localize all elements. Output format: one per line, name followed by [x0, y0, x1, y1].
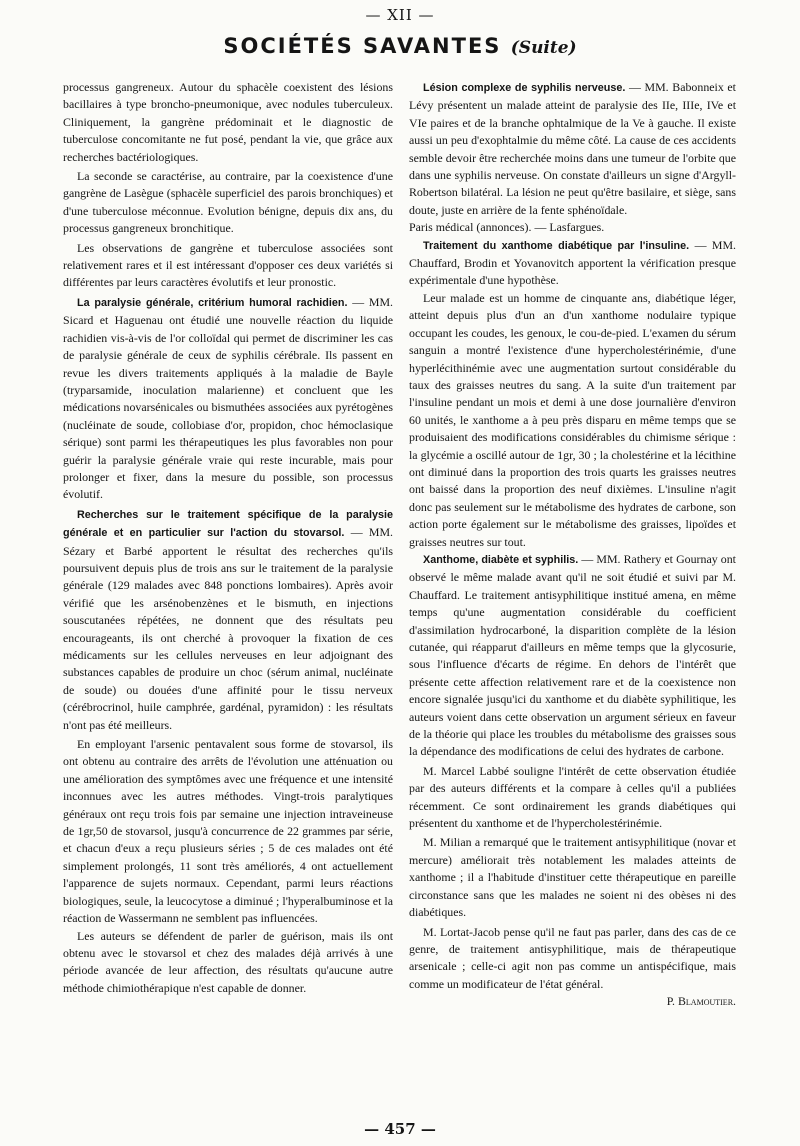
section-heading: Lésion complexe de syphilis nerveuse.: [423, 82, 626, 94]
section-body: — MM. Rathery et Gournay ont observé le même malade avant qu'il ne soit étudié et suivi par M. Chauffard. Le traitement antisyphilitique institué amena, en même temps qu'une augmentation considérable du coefficient d'assimilation hydrocarboné, la disparition complète de la lésion cutanée, qui réapparut d'ailleurs en même temps que la glycosurie, sous l'influence d'écarts de régime. En dehors de l'intérêt que présente cette affection relativement rare et de la coexistence non encore signalée jusqu'ici du xanthome et du diabète syphilitique, les auteurs voient dans cette observation un argument sérieux en faveur de la théorie qui place les troubles du métabolisme des graisses sous la dépendance des modifications de celui des hydrates de carbone.: [409, 551, 736, 759]
section-syphilis-nerveuse: [409, 79, 736, 219]
section-body: — MM. Sicard et Haguenau ont étudié une nouvelle réaction du liquide rachidien vis-à-vis de l'or colloïdal qui permet de discriminer les cas de paralysie générale de ceux de syphilis cérébrale. Ils passent en revue les divers traitements appliqués à la maladie de Bayle (tryparsamide, inoculation malarienne) et concluent que les médications novarsénicales ou bismuthées associées aux pyrétogènes (nucléinate de soude, collobiase d'or, propidon, choc hémoclasique sérique) sont parmi les thérapeutiques les plus favorables non pour guérir la paralysie générale vraie qui reste incurable, mais pour prolonger et fixer, dans la mesure du possible, son processus évolutif.: [63, 294, 394, 502]
section-body: — MM. Sézary et Barbé apportent le résultat des recherches qu'ils poursuivent depuis plus de trois ans sur le traitement de la paralysie générale (129 malades avec 848 ponctions lombaires). Après avoir vérifié que les arsénobenzènes et le bismuth, en injections souscutanées répétées, ne donnent que des résultats peu encourageants, ils ont cherché à provoquer la fixation de ces médicaments sur les cellules nerveuses en leur adjoignant des substances capables de produire un choc (sérum animal, nucléinate de soude) ou douées d'une affinité pour le tissu nerveux (cérébrocrinol, huile camphrée, gardénal, pyramidon) : les résultats n'ont pas été meilleurs.: [63, 525, 394, 732]
paragraph: Les observations de gangrène et tuberculose associées sont relativement rares et il est intéressant d'opposer ces deux variétés si différentes par leurs caractères évolutifs et leur pronostic.: [63, 240, 393, 290]
page-title: [0, 34, 800, 58]
page-number: — 457 —: [364, 1120, 436, 1138]
signature-line: [409, 993, 736, 1010]
source-line: Paris médical (annonces). — Lasfargues.: [409, 220, 605, 235]
paragraph: En employant l'arsenic pentavalent sous forme de stovarsol, ils ont obtenu au contraire des arrêts de l'évolution une atténuation ou une amélioration des symptômes avec une fréquence et une intensité inconnues avec les autres méthodes. Vingt-trois paralytiques généraux ont reçu trois fois par semaine une injection intraveineuse de 1gr,50 de stovarsol, jusqu'à concurrence de 22 grammes par série, et chacun d'eux a reçu plusieurs séries ; 5 de ces malades ont été simplement prolongés, 11 sont très améliorés, 4 ont actuellement l'apparence de sujets normaux. Cependant, parmi leurs réactions biologiques, seule, la leucocytose a diminué ; l'hyperalbuminose et la réaction de Wassermann ne semblent pas influencées.: [63, 737, 393, 926]
paragraph: M. Marcel Labbé souligne l'intérêt de cette observation étudiée par des auteurs différents et la compare à celles qu'il a publiées récemment. Ce sont ordinairement les grands diabétiques qui présentent du xanthome et de l'hypercholestérinémie.: [409, 763, 736, 831]
paragraph: Les auteurs se défendent de parler de guérison, mais ils ont obtenu avec le stovarsol et chez des malades déjà arrivés à une période avancée de leur affection, des résultats qu'aucune autre méthode chimiothérapique n'est capable de donner.: [63, 928, 393, 995]
section-paralysie-generale: [63, 294, 393, 504]
paragraph: Leur malade est un homme de cinquante ans, diabétique léger, atteint depuis plus d'un an d'un xanthome nodulaire typique occupant les coudes, les genoux, le cou-de-pied. L'examen du sérum sanguin a montré l'existence d'une hypercholestérinémie, d'une hyperlécithinémie avec une augmentation surtout considérable du taux des graisses neutres du sang. A la suite d'un traitement par l'insuline pendant un mois et demi à une dose journalière d'environ 60 unités, le xanthome a à peu près disparu en même temps que se produisaient des modifications considérables du chimisme sérique : la glycémie a oscillé autour de 1gr, 30 ; la cholestérine et la lécithine ont diminué dans la proportion des trois quarts les graisses neutres ont baissé dans la proportion des neuf dixièmes. L'insuline n'agit donc pas seulement sur le métabolisme des hydrates de carbone, son action porte également sur le métabolisme des graisses, lipoïdes et graisses neutres sur tout.: [409, 290, 736, 549]
section-heading: La paralysie générale, critérium humoral rachidien.: [77, 296, 348, 309]
section-body: — MM. Babonneix et Lévy présentent un malade atteint de paralysie des IIe, IIIe, IVe et VIe paires et de la branche ophtalmique de la Ve à gauche. Il existe aussi un peu d'exophtalmie du même côté. La cause de ces accidents semble devoir être recherchée moins dans une tumeur de l'orbite que dans une syphilis nerveuse. On constate d'ailleurs un signe d'Argyll-Robertson bilatéral. La lésion ne peut qu'être basilaire, et siège, sans doute, juste en arrière de la fente sphénoïdale.: [409, 80, 736, 217]
paragraph: processus gangreneux. Autour du sphacèle coexistent des lésions bacillaires à type broncho-pneumonique, avec nodules tuberculeux. Cliniquement, la gangrène prédominait et le diagnostic de tuberculose concomitante ne fut posé, pendant la vie, que grâce aux recherches bactériologiques.: [63, 80, 393, 164]
section-body: — MM. Chauffard, Brodin et Yovanovitch apportent la vérification presque expérimentale d'une hypothèse.: [409, 237, 736, 288]
section-heading: Recherches sur le traitement spécifique de la paralysie générale et en particulier sur l'action du stovarsol.: [63, 508, 393, 540]
title-suffix: (Suite): [510, 38, 577, 58]
roman-page-number: — XII —: [365, 6, 435, 24]
section-xanthome-syphilis: [409, 551, 736, 761]
section-heading: Xanthome, diabète et syphilis.: [423, 553, 579, 566]
author-signature: P. Blamoutier.: [666, 994, 736, 1009]
paragraph: M. Lortat-Jacob pense qu'il ne faut pas parler, dans des cas de ce genre, de traitement antisyphilitique, mais de thérapeutique arsenicale ; celle-ci agit non pas comme un antispécifique, mais comme un modificateur de l'état général.: [409, 924, 736, 991]
section-heading: Traitement du xanthome diabétique par l'insuline.: [423, 239, 690, 252]
title-main: SOCIÉTÉS SAVANTES: [223, 34, 502, 58]
section-xanthome-insuline: [409, 237, 736, 290]
section-stovarsol: [63, 506, 393, 734]
paragraph: La seconde se caractérise, au contraire, par la coexistence d'une gangrène de Lasègue (sphacèle superficiel des parois bronchiques) et d'une tuberculose méconnue. Evolution bénigne, depuis dix ans, du processus gangreneux bronchitique.: [63, 169, 393, 236]
left-column: [63, 79, 393, 997]
paragraph: M. Milian a remarqué que le traitement antisyphilitique (novar et mercure) améliorait très notablement les malades atteints de xanthome ; il a l'habitude d'instituer cette thérapeutique en pareille circonstance sans que les malades ne soient ni des obèses ni des diabétiques.: [409, 835, 736, 920]
right-column: [409, 79, 736, 1011]
